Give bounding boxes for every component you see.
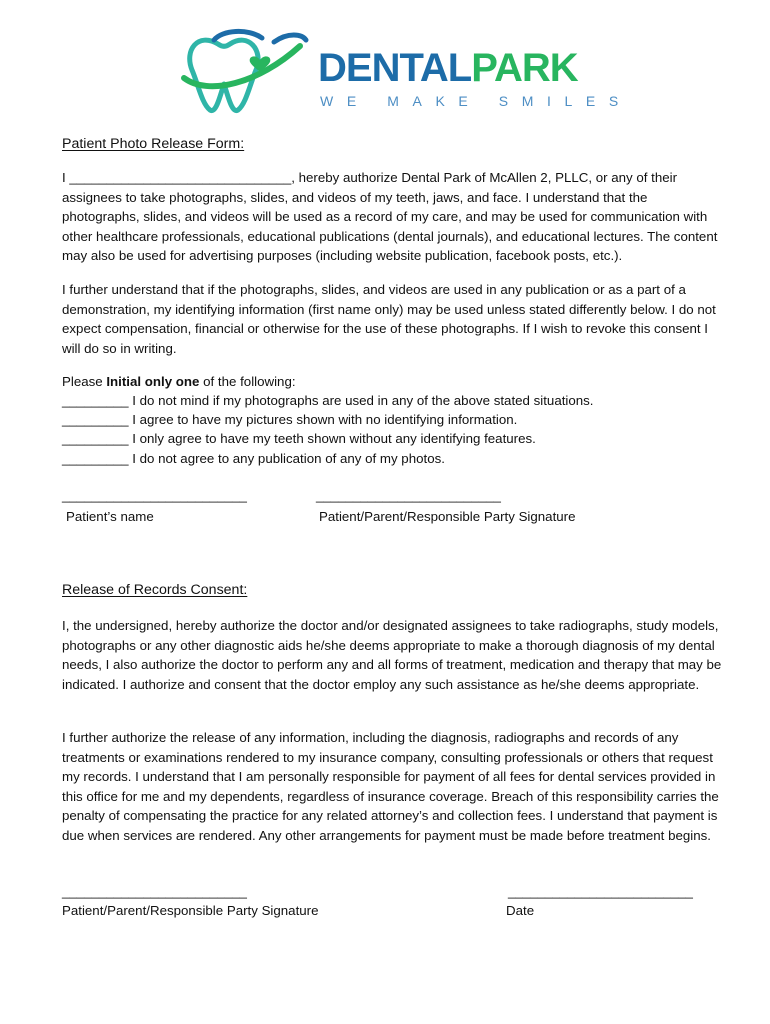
initial-suffix: of the following: [199, 374, 296, 389]
brand-tagline: WE MAKE SMILES [320, 93, 632, 109]
signature-line[interactable]: _________________________ [316, 488, 501, 503]
records-consent-paragraph-2: I further authorize the release of any information, including the diagnosis, radiographs and records of any treatments or examinations rendered to my insurance company, consulting professionals or others that request my records. I understand that I am personally responsible for payment of all fees for dental services provided in this office for me and my dependents, regardless of insurance coverage. Breach of this responsibility carries the penalty of compensating the practice for any related attorney’s and collection fees. I understand that payment is due when services are rendered. Any other arrangements for payment must be made before treatment begins. [62, 730, 719, 843]
initial-prefix: Please [62, 374, 107, 389]
photo-release-paragraph-1: I ______________________________, hereby authorize Dental Park of McAllen 2, PLLC, or any of their assignees to take photographs, slides, and videos of my teeth, jaws, and face. I understand that the photographs, slides, and videos will be used as a record of my care, and may be used for communication with other healthcare professionals, educational publications (dental journals), and educational lectures. The content may also be used for advertising purposes (including website publication, facebook posts, etc.). [62, 170, 718, 264]
brand-name [318, 48, 578, 88]
consent-signature-label: Patient/Parent/Responsible Party Signature [62, 903, 319, 918]
consent-signature-line[interactable]: _________________________ [62, 884, 247, 899]
brand-dental-text: DENTAL [318, 46, 472, 90]
initial-option-2[interactable]: _________ I agree to have my pictures shown with no identifying information. [62, 412, 518, 427]
brand-park-text: PARK [471, 46, 578, 90]
patient-name-line[interactable]: _________________________ [62, 488, 247, 503]
photo-release-heading: Patient Photo Release Form: [62, 136, 245, 152]
records-consent-heading: Release of Records Consent: [62, 582, 248, 598]
signature-label: Patient/Parent/Responsible Party Signature [319, 509, 576, 524]
initial-option-3[interactable]: _________ I only agree to have my teeth shown without any identifying features. [62, 431, 536, 446]
initial-bold: Initial only one [106, 374, 200, 389]
date-label: Date [506, 903, 535, 918]
initial-instruction [62, 372, 296, 392]
date-line[interactable]: _________________________ [508, 884, 693, 899]
patient-name-label: Patient’s name [66, 509, 154, 524]
initial-option-1[interactable]: _________ I do not mind if my photographs are used in any of the above stated situations. [62, 393, 594, 408]
initial-option-4[interactable]: _________ I do not agree to any publication of any of my photos. [62, 451, 445, 466]
photo-release-paragraph-2: I further understand that if the photographs, slides, and videos are used in any publication or as a part of a demonstration, my identifying information (first name only) may be used unless stated differently below. I do not expect compensation, financial or otherwise for the use of these photographs. If I wish to revoke this consent I will do so in writing. [62, 282, 716, 356]
records-consent-paragraph-1: I, the undersigned, hereby authorize the doctor and/or designated assignees to take radiographs, study models, photographs or any other diagnostic aids he/she deems appropriate to make a thorough diagnosis of my dental needs, I also authorize the doctor to perform any and all forms of treatment, medication and therapy that may be indicated. I authorize and consent that the doctor employ any such assistance as he/she deems appropriate. [62, 618, 722, 692]
